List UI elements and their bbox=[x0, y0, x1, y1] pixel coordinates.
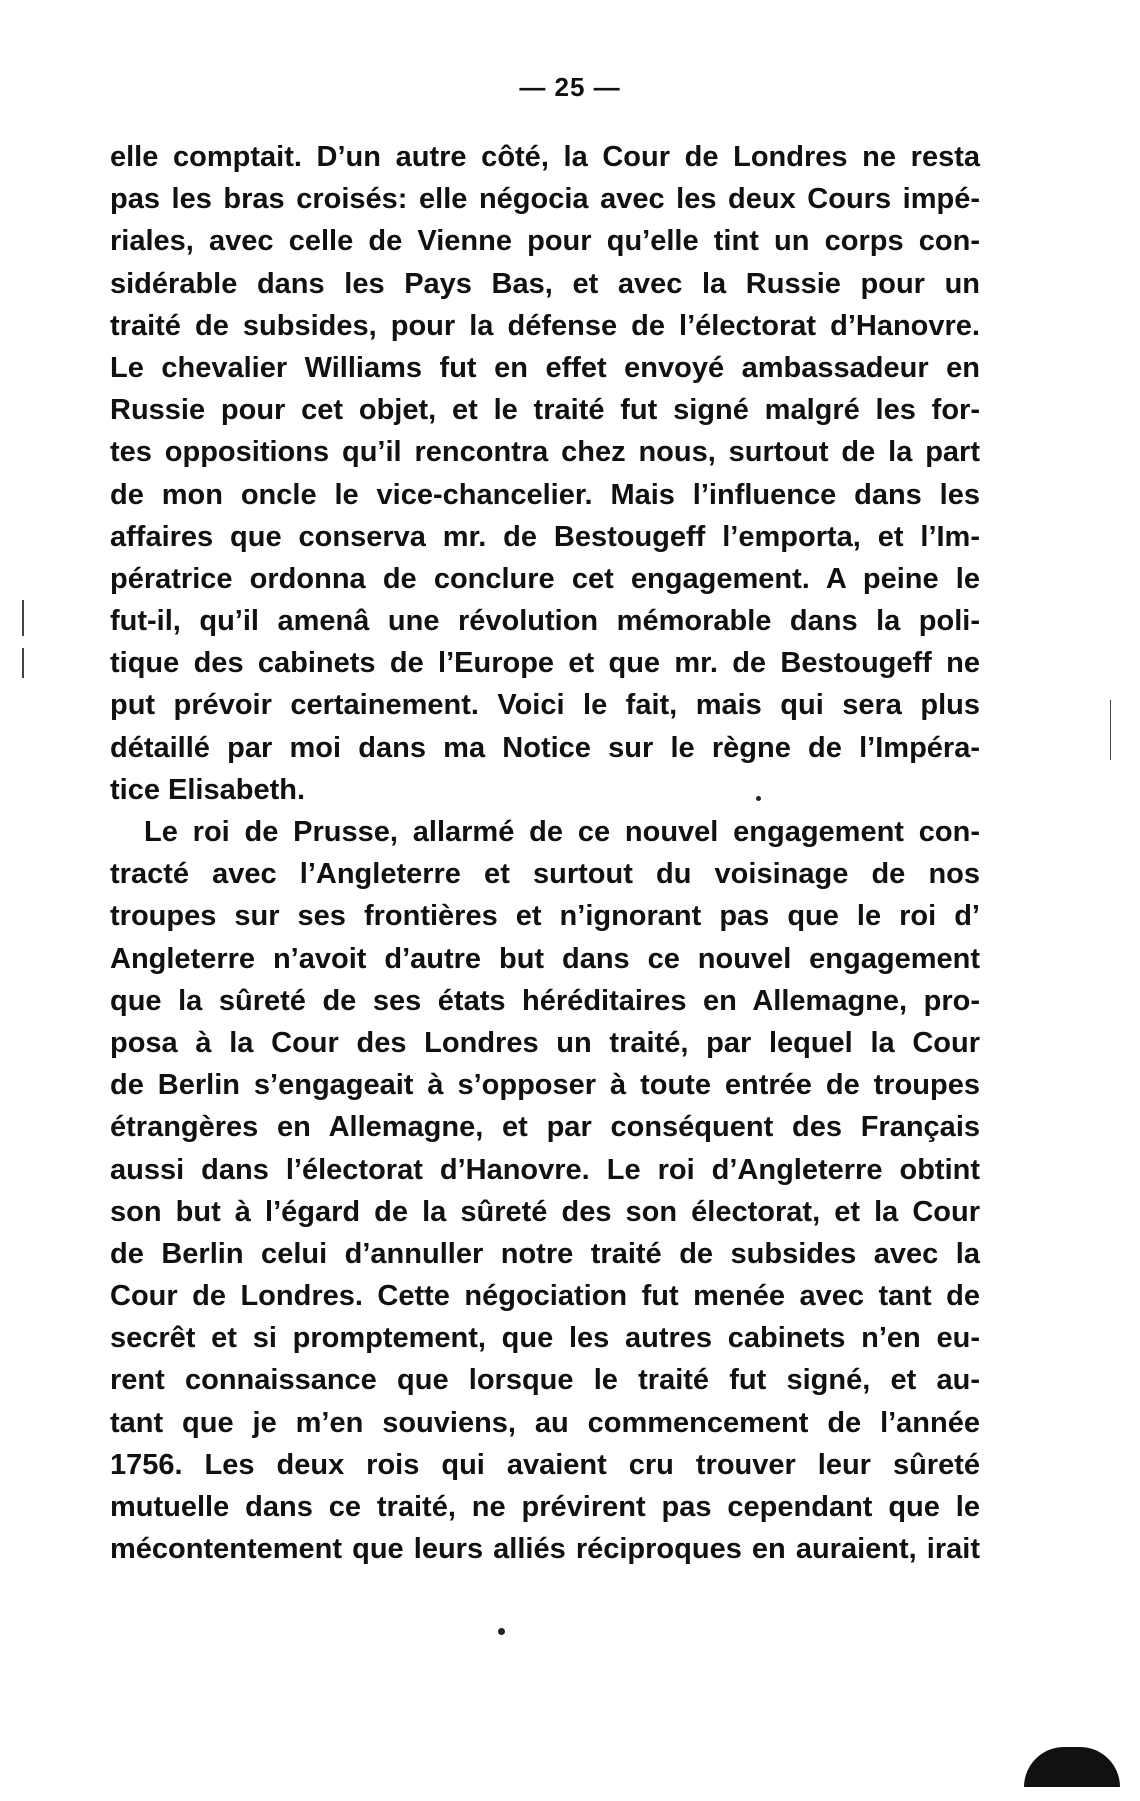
body-text bbox=[110, 136, 980, 1570]
text-line: affaires que conserva mr. de Bestougeff l’emporta, et l’Im- bbox=[110, 520, 980, 553]
text-line: sidérable dans les Pays Bas, et avec la Russie pour un bbox=[110, 267, 980, 300]
text-line: posa à la Cour des Londres un traité, par lequel la Cour bbox=[110, 1026, 980, 1059]
text-line: elle comptait. D’un autre côté, la Cour de Londres ne resta bbox=[110, 141, 980, 173]
text-line: traité de subsides, pour la défense de l’électorat d’Hanovre. bbox=[110, 309, 980, 342]
text-line: de Berlin s’engageait à s’opposer à toute entrée de troupes bbox=[110, 1069, 980, 1102]
text-line: rent connaissance que lorsque le traité fut signé, et au- bbox=[110, 1364, 980, 1397]
text-line: tice Elisabeth. bbox=[110, 773, 306, 806]
text-line: pératrice ordonna de conclure cet engagement. A peine le bbox=[110, 562, 980, 595]
page-number: — 25 — bbox=[519, 72, 621, 102]
text-line: Angleterre n’avoit d’autre but dans ce nouvel engagement bbox=[110, 942, 980, 975]
text-line: secrêt et si promptement, que les autres cabinets n’en eu- bbox=[110, 1322, 980, 1355]
text-line: tant que je m’en souviens, au commencement de l’année bbox=[110, 1406, 980, 1439]
text-line: pas les bras croisés: elle négocia avec les deux Cours impé- bbox=[110, 183, 980, 216]
text-line: fut-il, qu’il amenâ une révolution mémorable dans la poli- bbox=[110, 605, 980, 638]
text-line: étrangères en Allemagne, et par conséquent des Français bbox=[110, 1111, 980, 1144]
text-line: Le chevalier Williams fut en effet envoyé ambassadeur en bbox=[110, 351, 980, 384]
text-line: tes oppositions qu’il rencontra chez nous, surtout de la part bbox=[110, 436, 980, 469]
text-line: mutuelle dans ce traité, ne prévirent pas cependant que le bbox=[110, 1491, 980, 1523]
text-line: Russie pour cet objet, et le traité fut signé malgré les for- bbox=[110, 394, 980, 427]
scan-edge-shadow bbox=[1024, 1747, 1120, 1787]
text-line: Cour de Londres. Cette négociation fut menée avec tant de bbox=[110, 1280, 980, 1313]
text-line: que la sûreté de ses états héréditaires en Allemagne, pro- bbox=[110, 984, 980, 1017]
text-line: de Berlin celui d’annuller notre traité de subsides avec la bbox=[110, 1237, 980, 1270]
text-line: de mon oncle le vice-chancelier. Mais l’influence dans les bbox=[110, 478, 980, 511]
text-line: son but à l’égard de la sûreté des son électorat, et la Cour bbox=[110, 1195, 980, 1228]
text-line: aussi dans l’électorat d’Hanovre. Le roi d’Angleterre obtint bbox=[110, 1153, 980, 1186]
ink-speck bbox=[498, 1628, 505, 1635]
text-line: mécontentement que leurs alliés réciproques en auraient, irait bbox=[110, 1533, 980, 1566]
text-line: 1756. Les deux rois qui avaient cru trouver leur sûreté bbox=[110, 1448, 980, 1481]
text-line: riales, avec celle de Vienne pour qu’elle tint un corps con- bbox=[110, 225, 980, 258]
text-line: Le roi de Prusse, allarmé de ce nouvel engagement con- bbox=[144, 816, 980, 848]
text-line: tique des cabinets de l’Europe et que mr. de Bestougeff ne bbox=[110, 647, 980, 680]
text-line: troupes sur ses frontières et n’ignorant pas que le roi d’ bbox=[110, 900, 980, 933]
margin-mark bbox=[1110, 700, 1111, 760]
margin-mark bbox=[22, 600, 24, 636]
margin-mark bbox=[22, 648, 24, 678]
text-line: tracté avec l’Angleterre et surtout du voisinage de nos bbox=[110, 858, 980, 891]
text-line: détaillé par moi dans ma Notice sur le règne de l’Impéra- bbox=[110, 731, 980, 764]
text-line: put prévoir certainement. Voici le fait, mais qui sera plus bbox=[110, 689, 980, 722]
ink-speck bbox=[756, 796, 761, 801]
